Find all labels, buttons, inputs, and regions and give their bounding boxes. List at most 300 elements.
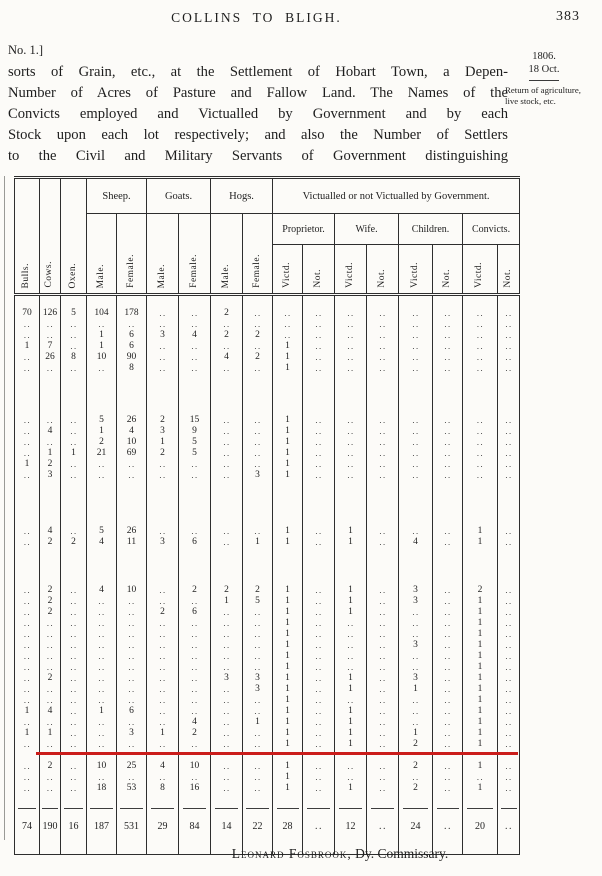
table-cell: .. bbox=[147, 459, 179, 470]
table-cell: .. bbox=[433, 596, 463, 607]
intro-paragraph bbox=[8, 62, 508, 167]
table-cell: 4 bbox=[399, 537, 433, 548]
table-cell: .. bbox=[303, 772, 335, 783]
table-cell: .. bbox=[367, 684, 399, 695]
table-cell: .. bbox=[463, 363, 498, 374]
spacer-cell bbox=[463, 481, 498, 526]
spacer-cell bbox=[61, 794, 87, 805]
table-cell: 2 bbox=[40, 596, 61, 607]
table-cell: 84 bbox=[179, 805, 211, 841]
table-cell: .. bbox=[399, 459, 433, 470]
table-cell: .. bbox=[179, 651, 211, 662]
spacer-cell bbox=[211, 295, 243, 308]
table-cell: .. bbox=[211, 761, 243, 772]
table-cell: 1 bbox=[335, 684, 367, 695]
spacer-cell bbox=[40, 841, 61, 855]
table-cell: 531 bbox=[117, 805, 147, 841]
table-cell: .. bbox=[303, 717, 335, 728]
table-cell: .. bbox=[433, 673, 463, 684]
table-cell: .. bbox=[498, 607, 520, 618]
spacer-row bbox=[15, 374, 520, 415]
table-cell: 1 bbox=[147, 728, 179, 739]
table-cell: 10 bbox=[87, 761, 117, 772]
table-cell: 1 bbox=[463, 662, 498, 673]
spacer-cell bbox=[243, 481, 273, 526]
table-cell: 1 bbox=[243, 717, 273, 728]
table-cell: .. bbox=[335, 695, 367, 706]
table-cell: 1 bbox=[211, 596, 243, 607]
spacer-cell bbox=[40, 295, 61, 308]
table-cell: .. bbox=[399, 330, 433, 341]
spacer-cell bbox=[15, 841, 40, 855]
table-cell: .. bbox=[117, 618, 147, 629]
table-cell: .. bbox=[367, 772, 399, 783]
table-cell: .. bbox=[367, 618, 399, 629]
spacer-cell bbox=[15, 794, 40, 805]
table-cell: .. bbox=[367, 662, 399, 673]
spacer-cell bbox=[87, 481, 117, 526]
table-cell: .. bbox=[367, 629, 399, 640]
table-cell: .. bbox=[211, 739, 243, 750]
table-cell: 1 bbox=[273, 717, 303, 728]
col-header-convicts-victd: Victd. bbox=[463, 245, 498, 295]
table-cell: .. bbox=[243, 448, 273, 459]
table-cell: .. bbox=[303, 526, 335, 537]
table-cell: .. bbox=[303, 448, 335, 459]
table-cell: .. bbox=[367, 459, 399, 470]
table-cell: .. bbox=[147, 684, 179, 695]
table-cell: 5 bbox=[179, 437, 211, 448]
table-cell: .. bbox=[433, 695, 463, 706]
table-cell: .. bbox=[303, 739, 335, 750]
spacer-cell bbox=[147, 295, 179, 308]
table-row bbox=[15, 761, 520, 772]
table-cell: 1 bbox=[335, 537, 367, 548]
table-cell: .. bbox=[303, 640, 335, 651]
spacer-cell bbox=[463, 794, 498, 805]
table-cell: .. bbox=[61, 585, 87, 596]
table-cell: .. bbox=[463, 470, 498, 481]
table-cell: .. bbox=[335, 629, 367, 640]
spacer-cell bbox=[335, 548, 367, 585]
table-cell: 2 bbox=[87, 437, 117, 448]
table-cell: .. bbox=[211, 437, 243, 448]
table-cell: 1 bbox=[273, 640, 303, 651]
col-header-children-victd: Victd. bbox=[399, 245, 433, 295]
table-cell: 1 bbox=[463, 684, 498, 695]
table-cell: .. bbox=[498, 341, 520, 352]
spacer-cell bbox=[399, 295, 433, 308]
table-cell: 3 bbox=[243, 673, 273, 684]
table-cell: .. bbox=[303, 673, 335, 684]
table-cell: 1 bbox=[273, 526, 303, 537]
table-cell: .. bbox=[179, 319, 211, 330]
table-cell: .. bbox=[433, 330, 463, 341]
table-cell: .. bbox=[117, 695, 147, 706]
table-cell: .. bbox=[40, 415, 61, 426]
spacer-cell bbox=[211, 374, 243, 415]
table-cell: 3 bbox=[147, 330, 179, 341]
table-cell: .. bbox=[117, 739, 147, 750]
spacer-cell bbox=[273, 794, 303, 805]
table-cell: 4 bbox=[40, 706, 61, 717]
spacer-cell bbox=[147, 481, 179, 526]
table-cell: .. bbox=[87, 651, 117, 662]
table-cell: .. bbox=[40, 640, 61, 651]
table-cell: 1 bbox=[463, 537, 498, 548]
table-cell: .. bbox=[303, 585, 335, 596]
page-edge-scan-line bbox=[4, 176, 5, 840]
table-cell: .. bbox=[433, 341, 463, 352]
table-cell: .. bbox=[367, 470, 399, 481]
table-cell: .. bbox=[15, 684, 40, 695]
table-cell: .. bbox=[303, 596, 335, 607]
spacer-cell bbox=[243, 548, 273, 585]
table-cell: 1 bbox=[15, 459, 40, 470]
table-cell: .. bbox=[179, 673, 211, 684]
table-cell: .. bbox=[243, 706, 273, 717]
table-cell: 22 bbox=[243, 805, 273, 841]
table-cell: 1 bbox=[40, 728, 61, 739]
table-cell: .. bbox=[147, 717, 179, 728]
table-cell: .. bbox=[399, 352, 433, 363]
table-cell: .. bbox=[211, 363, 243, 374]
table-cell: .. bbox=[117, 651, 147, 662]
table-cell: .. bbox=[87, 662, 117, 673]
table-cell: .. bbox=[15, 448, 40, 459]
table-cell: .. bbox=[303, 783, 335, 794]
table-cell: 1 bbox=[335, 739, 367, 750]
table-cell: 20 bbox=[463, 805, 498, 841]
table-cell: .. bbox=[61, 319, 87, 330]
table-cell: .. bbox=[15, 629, 40, 640]
table-cell: .. bbox=[15, 470, 40, 481]
table-cell: 8 bbox=[147, 783, 179, 794]
table-cell: .. bbox=[433, 426, 463, 437]
table-cell: .. bbox=[399, 717, 433, 728]
table-cell: .. bbox=[433, 607, 463, 618]
table-cell: 4 bbox=[40, 426, 61, 437]
table-cell: .. bbox=[147, 651, 179, 662]
table-cell: .. bbox=[117, 629, 147, 640]
table-cell: .. bbox=[61, 426, 87, 437]
table-cell: 53 bbox=[117, 783, 147, 794]
table-cell: .. bbox=[87, 640, 117, 651]
table-cell: .. bbox=[399, 651, 433, 662]
table-cell: .. bbox=[433, 470, 463, 481]
table-cell: 2 bbox=[399, 761, 433, 772]
table-cell: 2 bbox=[211, 585, 243, 596]
table-cell: 3 bbox=[117, 728, 147, 739]
table-cell: .. bbox=[433, 352, 463, 363]
table-cell: .. bbox=[87, 772, 117, 783]
table-cell: 4 bbox=[179, 717, 211, 728]
table-cell: .. bbox=[367, 341, 399, 352]
table-cell: .. bbox=[498, 805, 520, 841]
table-cell: .. bbox=[61, 651, 87, 662]
table-cell: .. bbox=[273, 319, 303, 330]
table-cell: .. bbox=[433, 783, 463, 794]
table-cell: .. bbox=[367, 783, 399, 794]
table-cell: .. bbox=[117, 640, 147, 651]
table-cell: .. bbox=[87, 629, 117, 640]
table-cell: .. bbox=[179, 706, 211, 717]
table-cell: .. bbox=[463, 448, 498, 459]
table-cell: 1 bbox=[15, 706, 40, 717]
table-cell: .. bbox=[367, 706, 399, 717]
spacer-cell bbox=[335, 794, 367, 805]
table-row bbox=[15, 585, 520, 596]
table-cell: .. bbox=[335, 319, 367, 330]
table-cell: 1 bbox=[273, 363, 303, 374]
table-cell: 8 bbox=[117, 363, 147, 374]
table-row bbox=[15, 459, 520, 470]
spacer-cell bbox=[498, 548, 520, 585]
table-cell: 2 bbox=[40, 585, 61, 596]
table-row bbox=[15, 537, 520, 548]
table-cell: .. bbox=[367, 330, 399, 341]
signature-title: Dy. Commissary. bbox=[355, 846, 449, 861]
spacer-cell bbox=[61, 374, 87, 415]
table-cell: .. bbox=[498, 352, 520, 363]
spacer-cell bbox=[273, 374, 303, 415]
table-cell: 5 bbox=[243, 596, 273, 607]
spacer-cell bbox=[399, 548, 433, 585]
table-cell: .. bbox=[335, 761, 367, 772]
table-cell: .. bbox=[211, 695, 243, 706]
table-cell: 4 bbox=[87, 537, 117, 548]
table-row bbox=[15, 415, 520, 426]
table-cell: .. bbox=[15, 662, 40, 673]
table-cell: .. bbox=[243, 308, 273, 319]
table-cell: .. bbox=[61, 618, 87, 629]
table-cell: .. bbox=[243, 526, 273, 537]
table-cell: .. bbox=[211, 706, 243, 717]
table-cell: .. bbox=[303, 352, 335, 363]
table-cell: 1 bbox=[399, 684, 433, 695]
table-cell: .. bbox=[211, 717, 243, 728]
table-cell: .. bbox=[179, 739, 211, 750]
table-cell: 4 bbox=[179, 330, 211, 341]
spacer-cell bbox=[433, 548, 463, 585]
group-header-sheep: Sheep. bbox=[87, 178, 147, 214]
table-cell: 7 bbox=[40, 341, 61, 352]
table-cell: .. bbox=[498, 717, 520, 728]
table-cell: .. bbox=[335, 662, 367, 673]
table-cell: .. bbox=[335, 330, 367, 341]
table-row bbox=[15, 706, 520, 717]
table-cell: .. bbox=[87, 728, 117, 739]
table-cell: 1 bbox=[273, 352, 303, 363]
table-cell: 1 bbox=[335, 673, 367, 684]
col-header-children-not: Not. bbox=[433, 245, 463, 295]
subgroup-header-convicts: Convicts. bbox=[463, 214, 520, 245]
table-cell: 3 bbox=[399, 596, 433, 607]
spacer-cell bbox=[211, 794, 243, 805]
table-cell: .. bbox=[87, 596, 117, 607]
table-cell: .. bbox=[433, 651, 463, 662]
table-cell: 1 bbox=[463, 596, 498, 607]
table-cell: .. bbox=[367, 537, 399, 548]
table-row bbox=[15, 640, 520, 651]
spacer-cell bbox=[335, 374, 367, 415]
table-cell: .. bbox=[303, 728, 335, 739]
spacer-cell bbox=[498, 374, 520, 415]
table-cell: 1 bbox=[273, 761, 303, 772]
table-cell: 16 bbox=[61, 805, 87, 841]
table-cell: 1 bbox=[273, 783, 303, 794]
table-cell: 3 bbox=[243, 684, 273, 695]
col-header-oxen: Oxen. bbox=[61, 178, 87, 295]
table-cell: .. bbox=[399, 363, 433, 374]
table-cell: 28 bbox=[273, 805, 303, 841]
table-cell: .. bbox=[498, 761, 520, 772]
spacer-row bbox=[15, 548, 520, 585]
table-row bbox=[15, 739, 520, 750]
spacer-cell bbox=[40, 481, 61, 526]
table-cell: 1 bbox=[463, 717, 498, 728]
table-cell: .. bbox=[61, 717, 87, 728]
table-cell: 2 bbox=[399, 739, 433, 750]
table-cell: .. bbox=[243, 437, 273, 448]
table-cell: .. bbox=[15, 330, 40, 341]
group-header-goats: Goats. bbox=[147, 178, 211, 214]
table-cell: 1 bbox=[463, 526, 498, 537]
table-cell: 1 bbox=[463, 783, 498, 794]
table-cell: .. bbox=[147, 341, 179, 352]
table-cell: .. bbox=[15, 363, 40, 374]
table-cell: 1 bbox=[87, 426, 117, 437]
table-cell: .. bbox=[433, 526, 463, 537]
table-cell: 6 bbox=[117, 330, 147, 341]
table-cell: .. bbox=[87, 607, 117, 618]
table-cell: 3 bbox=[211, 673, 243, 684]
table-cell: .. bbox=[433, 437, 463, 448]
table-cell: 178 bbox=[117, 308, 147, 319]
table-cell: .. bbox=[498, 596, 520, 607]
table-cell: 1 bbox=[335, 717, 367, 728]
table-row bbox=[15, 607, 520, 618]
spacer-cell bbox=[303, 794, 335, 805]
table-cell: .. bbox=[211, 728, 243, 739]
table-cell: .. bbox=[15, 695, 40, 706]
table-cell: .. bbox=[211, 651, 243, 662]
spacer-cell bbox=[87, 295, 117, 308]
table-cell: 1 bbox=[335, 706, 367, 717]
table-cell: 26 bbox=[117, 415, 147, 426]
table-cell: .. bbox=[179, 640, 211, 651]
spacer-cell bbox=[179, 374, 211, 415]
table-cell: .. bbox=[367, 526, 399, 537]
table-cell: .. bbox=[179, 772, 211, 783]
table-cell: .. bbox=[335, 308, 367, 319]
table-cell: .. bbox=[303, 651, 335, 662]
spacer-cell bbox=[243, 374, 273, 415]
table-cell: .. bbox=[15, 761, 40, 772]
table-cell: .. bbox=[61, 607, 87, 618]
table-cell: .. bbox=[40, 695, 61, 706]
table-cell: .. bbox=[61, 673, 87, 684]
table-cell: .. bbox=[15, 437, 40, 448]
spacer-cell bbox=[367, 548, 399, 585]
table-cell: .. bbox=[303, 761, 335, 772]
table-cell: .. bbox=[147, 319, 179, 330]
table-cell: .. bbox=[15, 673, 40, 684]
col-header-bulls: Bulls. bbox=[15, 178, 40, 295]
table-cell: .. bbox=[303, 415, 335, 426]
spacer-cell bbox=[117, 295, 147, 308]
table-cell: .. bbox=[399, 618, 433, 629]
totals-row bbox=[15, 805, 520, 841]
margin-notes bbox=[505, 50, 583, 107]
table-cell: .. bbox=[15, 618, 40, 629]
table-cell: .. bbox=[179, 526, 211, 537]
table-cell: .. bbox=[15, 352, 40, 363]
table-cell: 1 bbox=[273, 470, 303, 481]
table-cell: .. bbox=[243, 772, 273, 783]
table-cell: .. bbox=[179, 684, 211, 695]
col-header-hogs-male: Male. bbox=[211, 214, 243, 295]
table-row bbox=[15, 426, 520, 437]
table-cell: .. bbox=[303, 662, 335, 673]
table-cell: .. bbox=[15, 319, 40, 330]
table-cell: 70 bbox=[15, 308, 40, 319]
table-cell: .. bbox=[61, 596, 87, 607]
table-row bbox=[15, 651, 520, 662]
table-cell: 2 bbox=[399, 783, 433, 794]
table-cell: .. bbox=[179, 596, 211, 607]
table-cell: .. bbox=[303, 308, 335, 319]
table-cell: .. bbox=[211, 526, 243, 537]
table-cell: 190 bbox=[40, 805, 61, 841]
table-cell: .. bbox=[15, 640, 40, 651]
table-cell: .. bbox=[433, 618, 463, 629]
table-cell: .. bbox=[147, 629, 179, 640]
table-cell: .. bbox=[147, 585, 179, 596]
table-cell: .. bbox=[147, 470, 179, 481]
table-cell: .. bbox=[15, 415, 40, 426]
table-cell: 1 bbox=[463, 673, 498, 684]
table-cell: .. bbox=[87, 695, 117, 706]
table-cell: .. bbox=[87, 618, 117, 629]
table-cell: .. bbox=[335, 415, 367, 426]
table-cell: .. bbox=[243, 363, 273, 374]
table-cell: 18 bbox=[87, 783, 117, 794]
running-header-title: COLLINS TO BLIGH. bbox=[171, 10, 342, 25]
table-cell: .. bbox=[463, 459, 498, 470]
table-cell: .. bbox=[61, 415, 87, 426]
table-cell: .. bbox=[399, 308, 433, 319]
col-header-proprietor-victd: Victd. bbox=[273, 245, 303, 295]
col-header-wife-not: Not. bbox=[367, 245, 399, 295]
table-cell: .. bbox=[87, 470, 117, 481]
table-cell: .. bbox=[335, 618, 367, 629]
table-cell: .. bbox=[498, 426, 520, 437]
table-cell: .. bbox=[367, 585, 399, 596]
spacer-cell bbox=[367, 794, 399, 805]
table-cell: .. bbox=[15, 772, 40, 783]
table-cell: .. bbox=[399, 448, 433, 459]
table-cell: .. bbox=[303, 629, 335, 640]
table-cell: 2 bbox=[243, 330, 273, 341]
table-cell: .. bbox=[399, 341, 433, 352]
table-cell: .. bbox=[433, 761, 463, 772]
table-cell: 1 bbox=[87, 341, 117, 352]
table-cell: 1 bbox=[463, 761, 498, 772]
table-cell: .. bbox=[243, 651, 273, 662]
table-cell: .. bbox=[179, 470, 211, 481]
table-cell: 2 bbox=[211, 308, 243, 319]
